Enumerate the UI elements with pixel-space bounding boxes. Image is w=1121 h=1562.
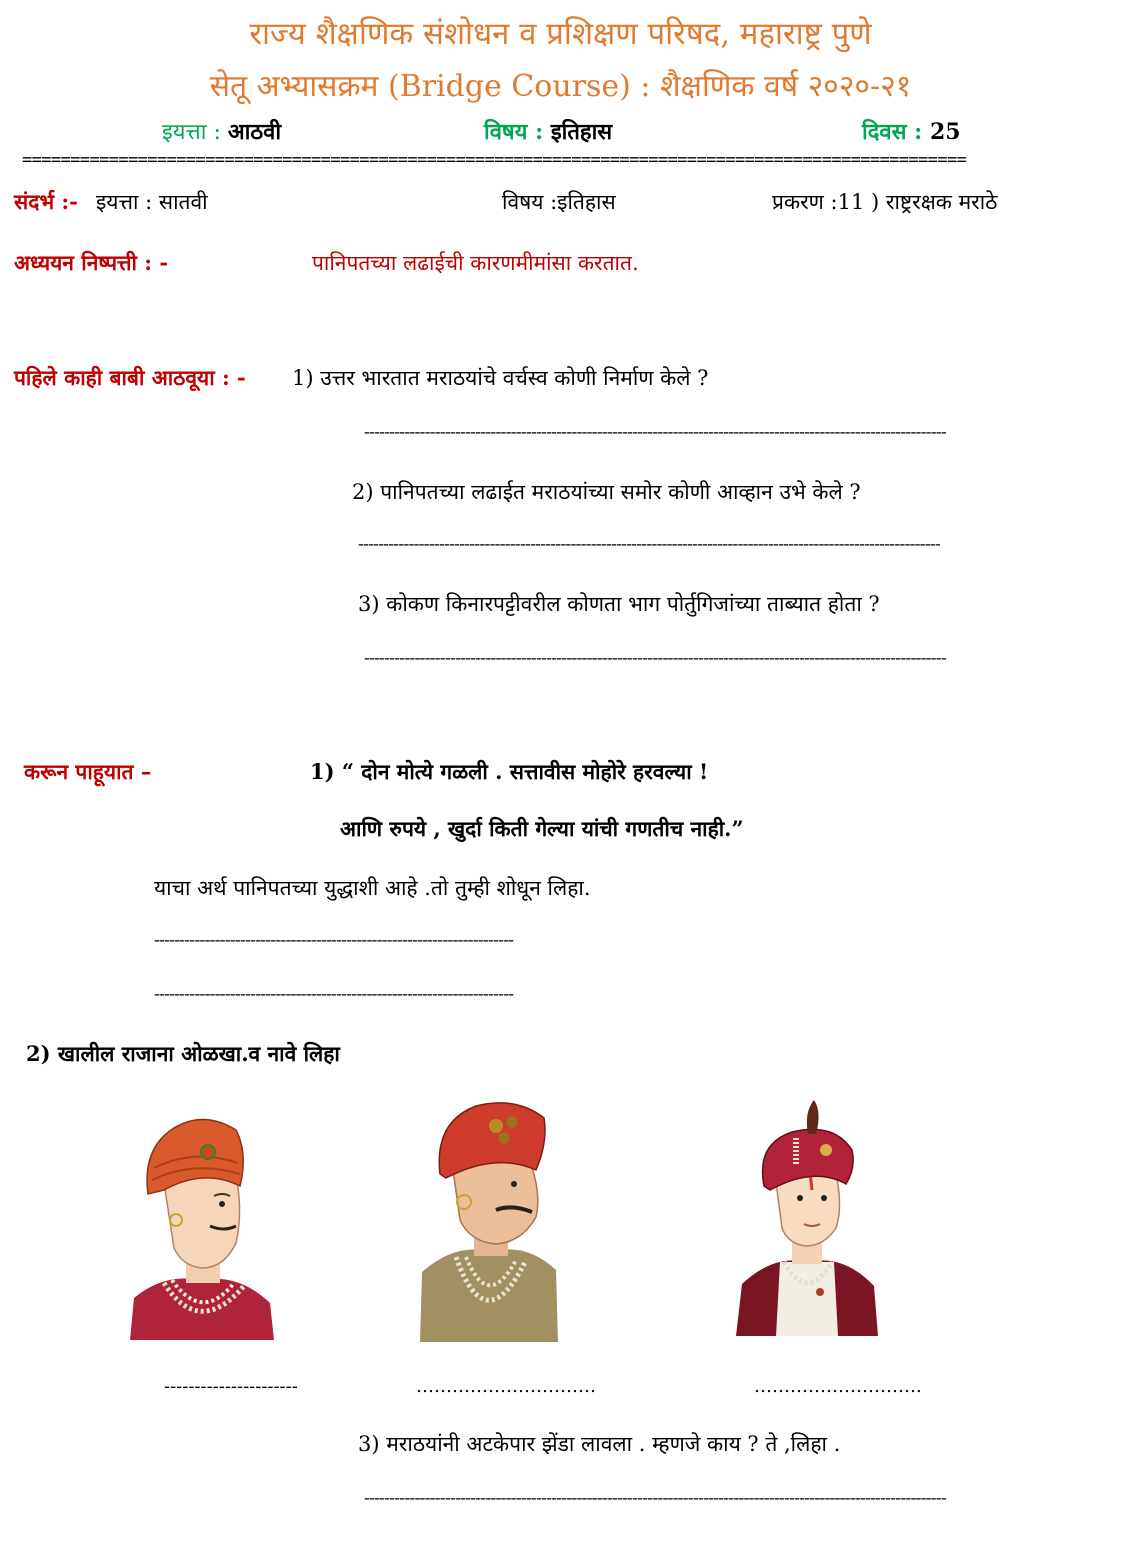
subject-value: इतिहास	[550, 119, 613, 145]
recall-question-1: 1) उत्तर भारतात मराठयांचे वर्चस्व कोणी निर्माण केले ?	[292, 366, 709, 390]
reference-class: इयत्ता : सातवी	[96, 190, 208, 214]
reference-subject: विषय :इतिहास	[502, 190, 616, 214]
class-info	[162, 116, 281, 146]
answer-line-4: -----------------------------------------------------------------------	[154, 930, 514, 949]
answer-line-5: -----------------------------------------------------------------------	[154, 984, 514, 1003]
king-name-blank-1: ----------------------	[164, 1376, 298, 1397]
class-label: इयत्ता :	[162, 120, 228, 145]
day-label: दिवस :	[862, 119, 930, 145]
day-value: 25	[929, 119, 961, 145]
page-subtitle: सेतू अभ्यासक्रम (Bridge Course) : शैक्षणिक वर्ष २०२०-२१	[209, 69, 912, 104]
answer-line-3: -------------------------------------------------------------------------------------------------------------------	[364, 648, 947, 667]
outcome-text: पानिपतच्या लढाईची कारणमीमांसा करतात.	[312, 251, 639, 275]
subject-info	[484, 116, 612, 146]
king-portrait-1	[124, 1108, 276, 1340]
recall-question-3: 3) कोकण किनारपट्टीवरील कोणता भाग पोर्तुगिजांच्या ताब्यात होता ?	[358, 592, 880, 616]
king-portrait-2	[416, 1092, 562, 1342]
atak-question: 3) मराठयांनी अटकेपार झेंडा लावला . म्हणजे काय ? ते ,लिहा .	[358, 1432, 841, 1456]
recall-label: पहिले काही बाबी आठवूया : -	[14, 365, 246, 390]
answer-line-6: -------------------------------------------------------------------------------------------------------------------	[364, 1488, 947, 1507]
answer-line-1: -------------------------------------------------------------------------------------------------------------------	[364, 422, 947, 441]
recall-question-2: 2) पानिपतच्या लढाईत मराठयांच्या समोर कोणी आव्हान उभे केले ?	[352, 480, 861, 504]
outcome-label: अध्ययन निष्पत्ती : -	[14, 250, 169, 275]
subject-label: विषय :	[484, 119, 551, 145]
reference-chapter: प्रकरण :11 ) राष्ट्ररक्षक मराठे	[772, 190, 998, 214]
page-title: राज्य शैक्षणिक संशोधन व प्रशिक्षण परिषद, महाराष्ट्र पुणे	[249, 16, 872, 52]
day-info	[862, 116, 961, 146]
quote-line-1: 1) “ दोन मोत्ये गळली . सत्तावीस मोहोरे हरवल्या !	[310, 759, 709, 784]
king-portrait-3	[734, 1094, 880, 1336]
class-value: आठवी	[227, 119, 282, 145]
identify-kings-question: 2) खालील राजाना ओळखा.व नावे लिहा	[26, 1041, 340, 1066]
activity-instruction: याचा अर्थ पानिपतच्या युद्धाशी आहे .तो तुम्ही शोधून लिहा.	[154, 876, 591, 900]
quote-line-2: आणि रुपये , खुर्दा किती गेल्या यांची गणतीच नाही.”	[340, 816, 744, 841]
header-separator: ==================================================================================================	[22, 150, 967, 170]
king-name-blank-3: ……………………….	[754, 1376, 922, 1397]
answer-line-2: -------------------------------------------------------------------------------------------------------------------	[358, 534, 941, 553]
reference-label: संदर्भ :-	[14, 189, 78, 214]
king-name-blank-2: …………………………	[416, 1376, 596, 1397]
activity-label: करून पाहूयात –	[24, 759, 152, 784]
